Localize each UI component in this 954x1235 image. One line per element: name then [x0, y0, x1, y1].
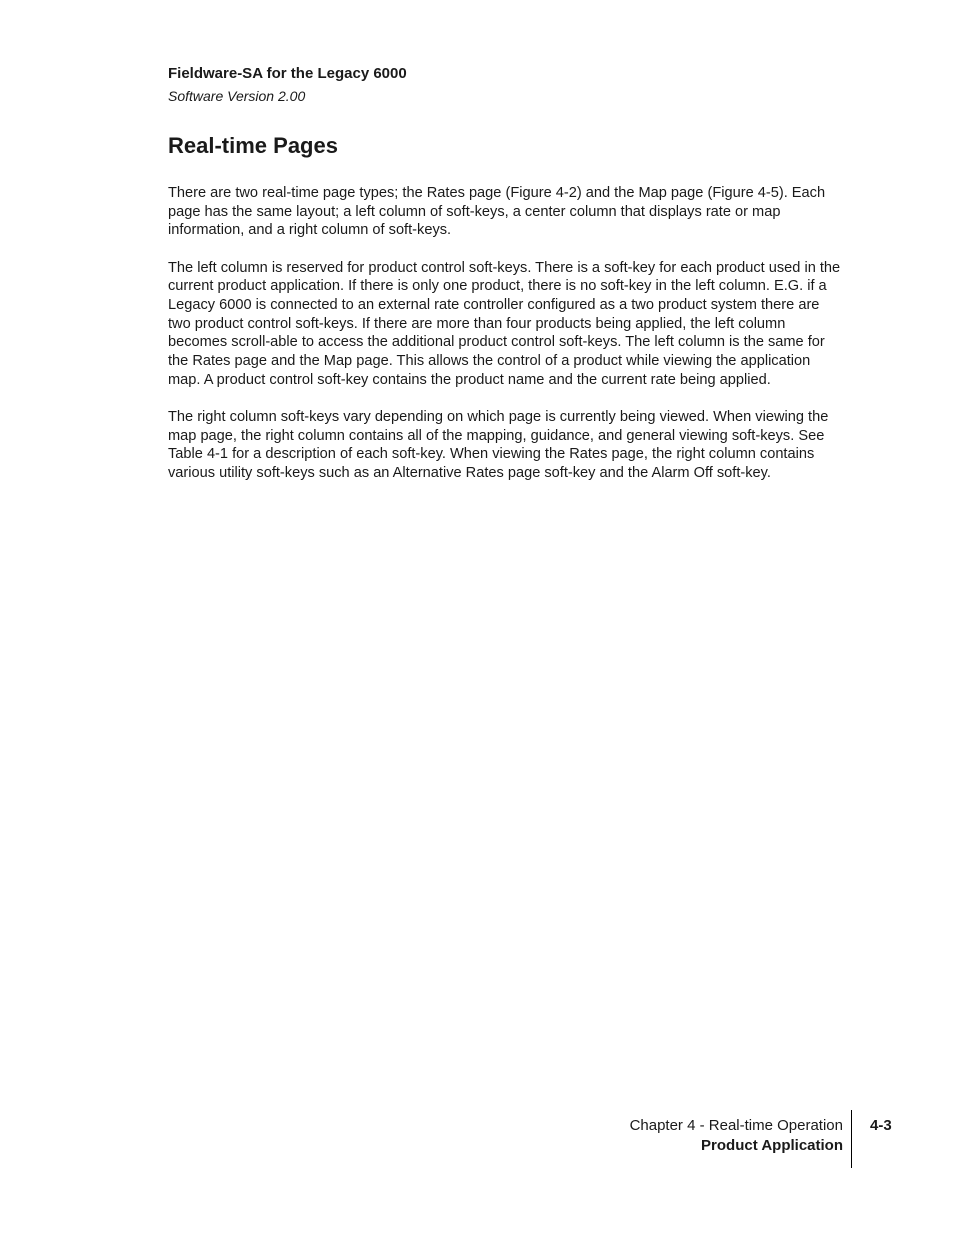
footer-divider — [851, 1110, 852, 1168]
paragraph-left-column: The left column is reserved for product control soft-keys. There is a soft-key for each product used in the current product application. If there is only one product, there is no soft-key in the left column. E.G. if a Legacy 6000 is connected to an external rate controller configured as a two product system there are two product control soft-keys. If there are more than four products being applied, the left column becomes scroll-able to access the additional product control soft-keys. The left column is the same for the Rates page and the Map page. This allows the control of a product while viewing the application map. A product control soft-key contains the product name and the current rate being applied. — [168, 259, 841, 388]
running-header — [168, 64, 407, 106]
paragraph-right-column: The right column soft-keys vary depending on which page is currently being viewed. When viewing the map page, the right column contains all of the mapping, guidance, and general viewing soft-keys. See Table 4-1 for a description of each soft-key. When viewing the Rates page, the right column contains various utility soft-keys such as an Alternative Rates page soft-key and the Alarm Off soft-key. — [168, 409, 829, 482]
footer-chapter: Chapter 4 - Real-time Operation — [629, 1117, 843, 1134]
section-heading: Real-time Pages — [168, 133, 338, 158]
running-footer — [630, 1116, 843, 1156]
document-title: Fieldware-SA for the Legacy 6000 — [168, 65, 407, 82]
page-number: 4-3 — [870, 1117, 892, 1134]
real-time-pages-section — [168, 132, 844, 501]
software-version: Software Version 2.00 — [168, 88, 306, 104]
paragraph-page-types: There are two real-time page types; the Rates page (Figure 4-2) and the Map page (Figure 4-5). Each page has the same layout; a left column of soft-keys, a center column that displays rate or map information, and a right column of soft-keys. — [168, 185, 826, 239]
footer-section: Product Application — [701, 1137, 843, 1154]
